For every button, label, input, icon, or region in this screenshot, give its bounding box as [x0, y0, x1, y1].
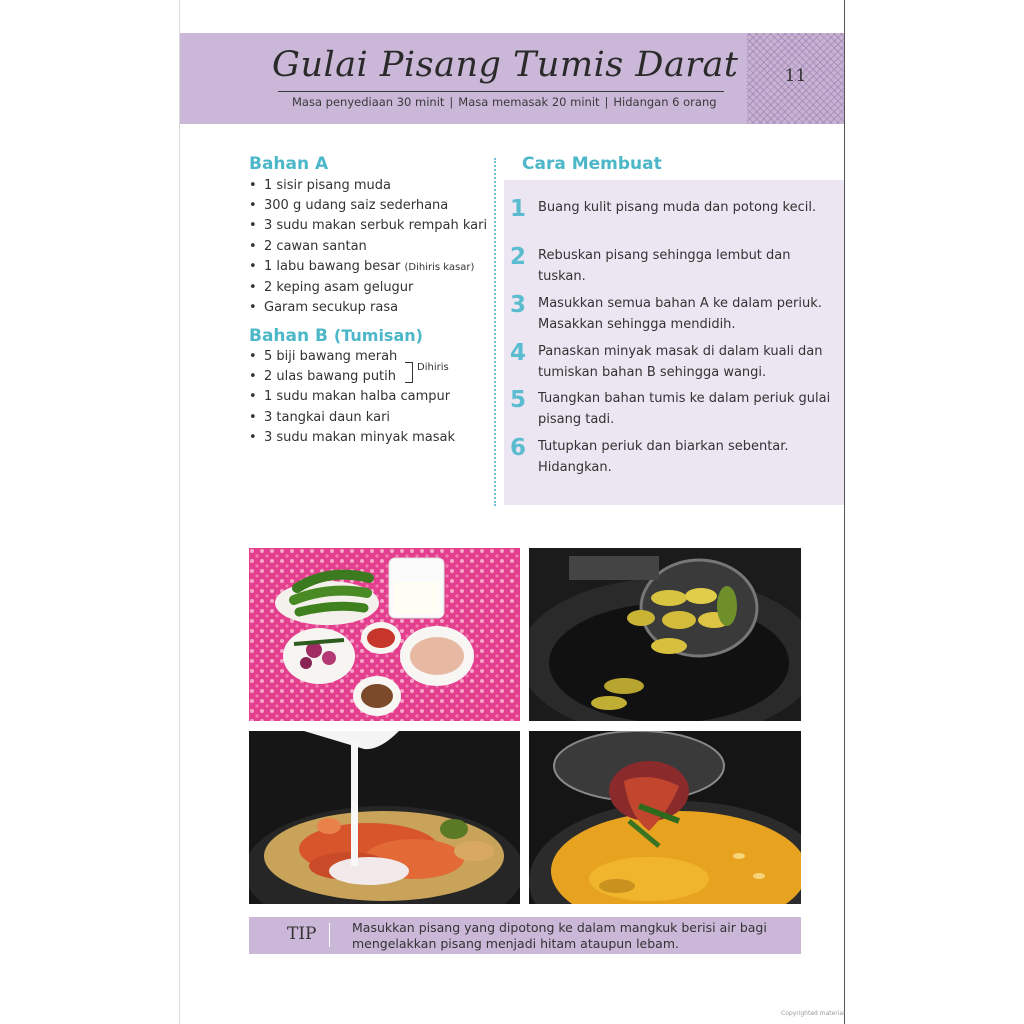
- bahan-b-subtitle: (Tumisan): [333, 326, 423, 345]
- step-number: 2: [510, 244, 527, 270]
- step-text: Masukkan semua bahan A ke dalam periuk. Masakkan sehingga mendidih.: [538, 296, 822, 332]
- frying-photo: [529, 548, 801, 721]
- tip-label: TIP: [287, 924, 317, 944]
- title-underline: [278, 91, 724, 92]
- page-number: 11: [784, 66, 807, 86]
- meta-separator: |: [604, 95, 609, 109]
- step-number: 1: [510, 196, 527, 222]
- list-item-text: 1 labu bawang besar: [264, 258, 401, 274]
- tip-bar: [249, 917, 801, 954]
- cara-membuat-heading: Cara Membuat: [522, 154, 662, 174]
- bracket-icon: [405, 362, 413, 383]
- bahan-a-heading: Bahan A: [249, 154, 329, 174]
- corner-pattern: [747, 33, 844, 124]
- step-number: 5: [510, 387, 527, 413]
- step-text: Tutupkan periuk dan biarkan sebentar. Hidangkan.: [538, 439, 789, 475]
- servings: Hidangan 6 orang: [613, 95, 717, 109]
- title-banner: [180, 33, 747, 124]
- list-item: • 300 g udang saiz sederhana: [249, 196, 487, 216]
- step-text: Buang kulit pisang muda dan potong kecil.: [538, 200, 817, 215]
- step-text: Panaskan minyak masak di dalam kuali dan tumiskan bahan B sehingga wangi.: [538, 344, 823, 380]
- step-number: 6: [510, 435, 527, 461]
- list-item: • 1 sisir pisang muda: [249, 176, 487, 196]
- page-edge: [179, 0, 180, 1024]
- step-number: 3: [510, 292, 527, 318]
- bahan-b-title: Bahan B: [249, 326, 328, 346]
- copyright-watermark: Copyrighted material: [781, 1010, 845, 1017]
- bahan-a-list: [249, 176, 487, 318]
- ingredients-photo: [249, 548, 520, 721]
- tip-divider: [329, 923, 330, 947]
- adding-tumis-photo: [529, 731, 801, 904]
- list-item: [249, 257, 487, 278]
- list-item: • 1 sudu makan halba campur: [249, 387, 455, 407]
- list-item: • 3 sudu makan minyak masak: [249, 428, 455, 448]
- step-text: Rebuskan pisang sehingga lembut dan tuskan.: [538, 248, 791, 284]
- list-item-note: (Dihiris kasar): [404, 261, 475, 273]
- meta-separator: |: [449, 95, 454, 109]
- column-divider: [494, 158, 496, 506]
- list-item: • 2 keping asam gelugur: [249, 278, 487, 298]
- list-item: • 3 sudu makan serbuk rempah kari: [249, 216, 487, 236]
- tip-text: Masukkan pisang yang dipotong ke dalam mangkuk berisi air bagi mengelakkan pisang menjadi hitam ataupun lebam.: [352, 920, 767, 951]
- bahan-b-heading: [249, 326, 423, 346]
- list-item: • 3 tangkai daun kari: [249, 408, 455, 428]
- step-text: Tuangkan bahan tumis ke dalam periuk gulai pisang tadi.: [538, 391, 831, 427]
- pouring-santan-photo: [249, 731, 520, 904]
- bracket-note: Dihiris: [417, 362, 449, 373]
- step-number: 4: [510, 340, 527, 366]
- list-item: • 2 cawan santan: [249, 237, 487, 257]
- recipe-title: Gulai Pisang Tumis Darat: [272, 45, 739, 85]
- list-item: • 5 biji bawang merah: [249, 347, 455, 367]
- cook-time: Masa memasak 20 minit: [458, 95, 600, 109]
- list-item: • 2 ulas bawang putih: [249, 367, 455, 387]
- recipe-meta: [292, 95, 717, 109]
- list-item: • Garam secukup rasa: [249, 298, 487, 318]
- prep-time: Masa penyediaan 30 minit: [292, 95, 445, 109]
